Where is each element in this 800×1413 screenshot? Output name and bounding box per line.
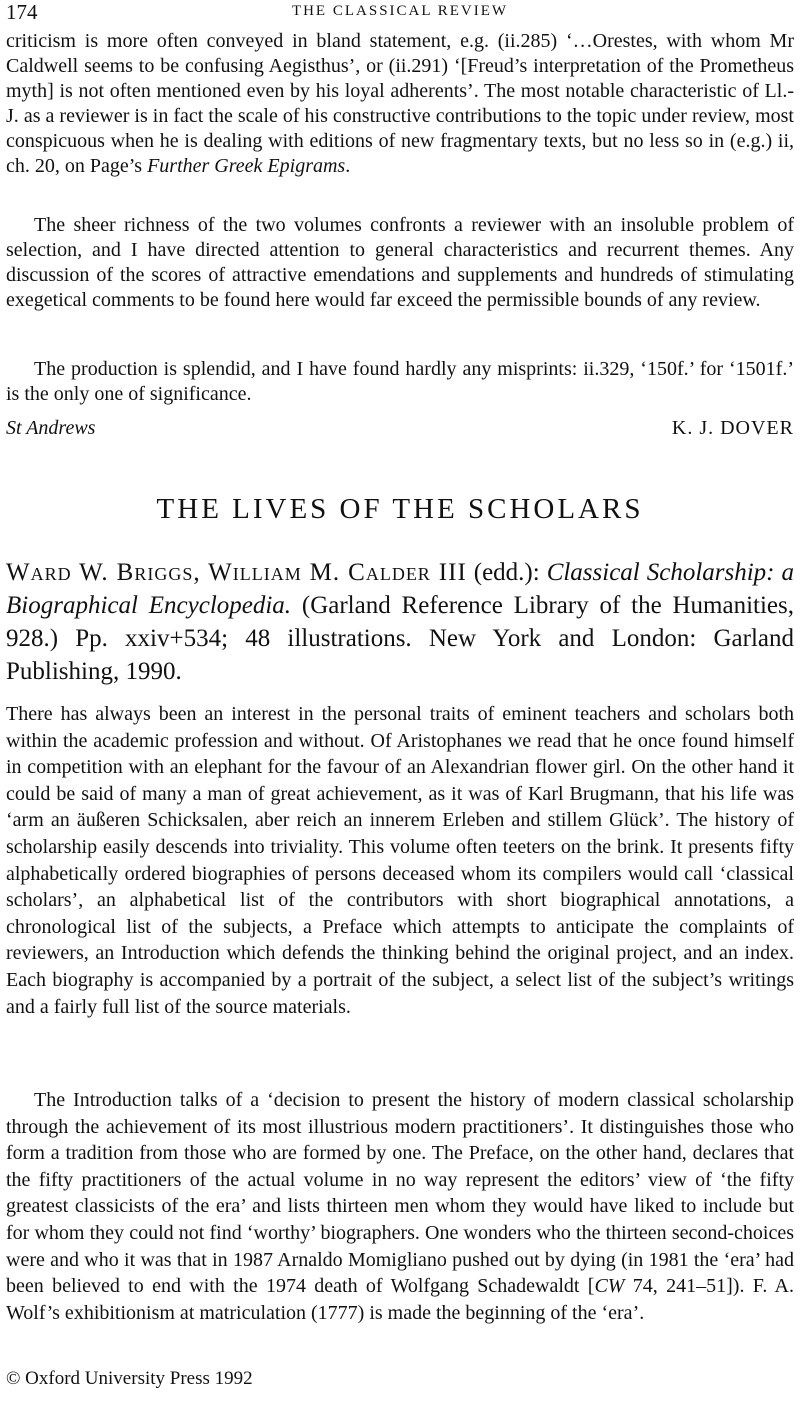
paragraph-text: criticism is more often conveyed in bland statement, e.g. (ii.285) ‘…Orestes, with whom Mr Caldwell seems to be confusing Aegisthus’, or (ii.291) ‘[Freud’s interpretation of the Prometheus myth] is not often mentioned even by his loyal adherents’. The most notable characteristic of Ll.-J. as a reviewer is in fact the scale of his constructive contributions to the topic under review, most conspicuous when he is dealing with editions of new fragmentary texts, but no less so in (e.g.) ii, ch. 20, on Page’s: [6, 30, 794, 177]
paragraph-text: 74, 241–51]). F. A. Wolf’s exhibitionism at matriculation (1777) is made the beginning of the ‘era’.: [6, 1275, 795, 1324]
section-heading: THE LIVES OF THE SCHOLARS: [156, 493, 644, 525]
signoff-place: St Andrews: [6, 417, 96, 439]
journal-abbrev: CW: [594, 1275, 625, 1298]
copyright-line: © Oxford University Press 1992: [6, 1368, 253, 1389]
review-signoff: [6, 417, 794, 447]
running-head: [6, 0, 794, 26]
paragraph-text: The Introduction talks of a ‘decision to present the history of modern classical scholarship through the achievement of its most illustrious modern practitioners’. It distinguishes those who form a tradition from those who are formed by one. The Preface, on the other hand, declares that the fifty practitioners of the actual volume in no way represent the editors’ view of ‘the fifty greatest classicists of the era’ and lists thirteen men whom they would have liked to include but for whom they could not find ‘worthy’ biographers. One wonders who the thirteen second-choices were and who it was that in 1987 Arnaldo Momigliano pushed out by dying (in 1981 the ‘era’ had been believed to end with the 1974 death of Wolfgang Schadewaldt [: [6, 1089, 794, 1298]
citation-edd: (edd.):: [466, 559, 547, 586]
paragraph-continued: [6, 29, 794, 179]
citation-details: (Garland Reference Library of the Humanities, 928.) Pp. xxiv+534; 48 illustrations. New York and London: Garland Publishing, 1990.: [6, 592, 794, 685]
review-paragraph-1: There has always been an interest in the personal traits of eminent teachers and scholars both within the academic profession and without. Of Aristophanes we read that he once found himself in competition with an elephant for the favour of an Alexandrian flower girl. On the other hand it could be said of many a man of great achievement, as it was of Karl Brugmann, that his life was ‘arm an äußeren Schicksalen, aber reich an innerem Erleben and stillem Glück’. The history of scholarship easily descends into triviality. This volume often teeters on the brink. It presents fifty alphabetically ordered biographies of persons deceased whom its compilers would call ‘classical scholars’, an alphabetical list of the contributors with short biographical annotations, a chronological list of the subjects, a Preface which attempts to anticipate the complaints of reviewers, an Introduction which defends the thinking behind the original project, and an index. Each biography is accompanied by a portrait of the subject, a select list of the subject’s writings and a fairly full list of the source materials.: [6, 703, 794, 1018]
review-paragraph-2: [6, 1087, 794, 1326]
citation-editors: Ward W. Briggs, William M. Calder III: [6, 559, 467, 586]
paragraph-selection: The sheer richness of the two volumes confronts a reviewer with an insoluble problem of selection, and I have directed attention to general characteristics and recurrent themes. Any discussion of the scores of attractive emendations and supplements and hundreds of stimulating exegetical comments to be found here would far exceed the permissible bounds of any review.: [6, 214, 794, 311]
paragraph-production: The production is splendid, and I have found hardly any misprints: ii.329, ‘150f.’ for ‘1501f.’ is the only one of significance.: [6, 358, 794, 405]
book-citation: [6, 556, 794, 688]
page-number: 174: [6, 0, 38, 24]
journal-title: THE CLASSICAL REVIEW: [291, 3, 509, 19]
signoff-author: K. J. DOVER: [671, 417, 794, 439]
citation-title: Classical Scholarship: a Biographical Encyclopedia.: [6, 559, 794, 619]
book-title-italic: Further Greek Epigrams: [147, 155, 346, 177]
punctuation: .: [345, 155, 351, 177]
